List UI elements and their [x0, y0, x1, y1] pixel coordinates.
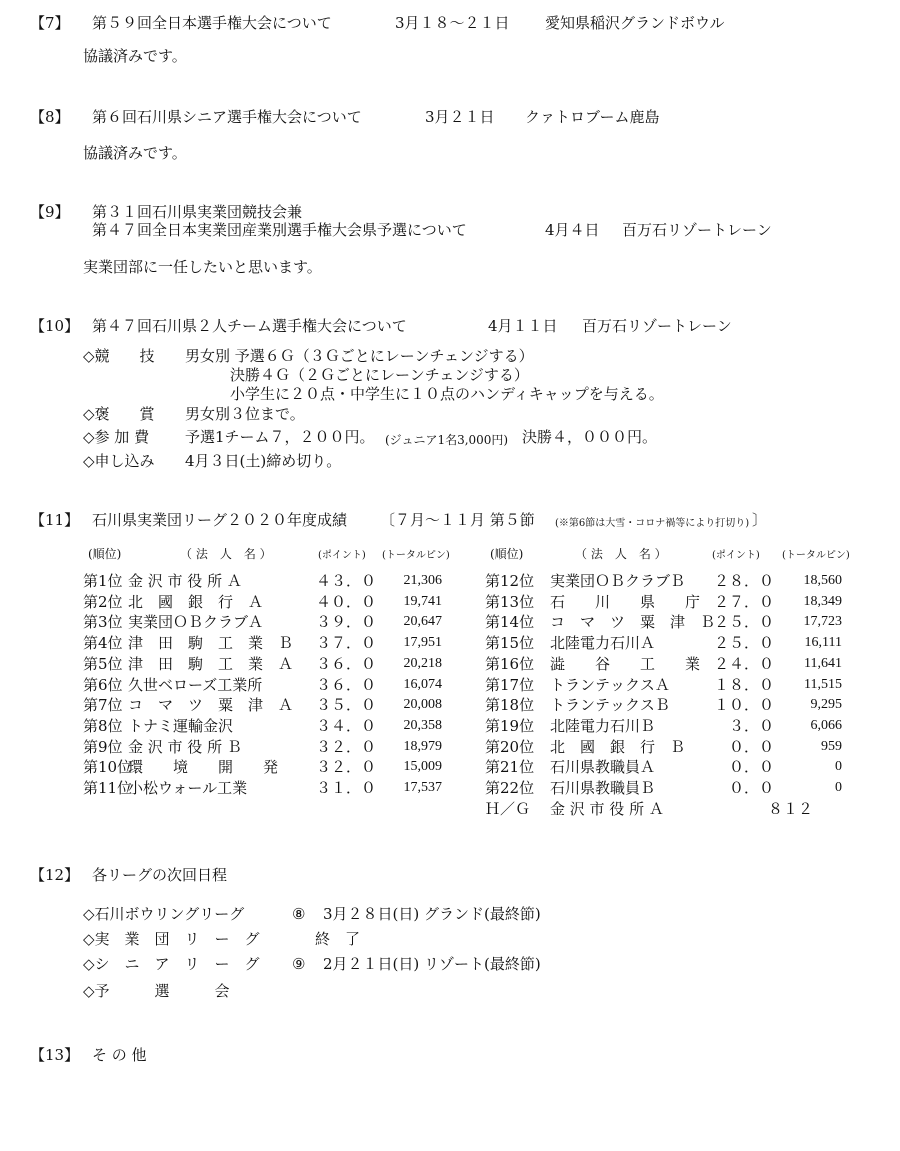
- standing-rank: 第10位: [83, 758, 133, 776]
- standing-points: ２５．０: [713, 613, 774, 631]
- standing-team: トランテックスＢ: [550, 696, 670, 714]
- standing-rank: 第16位: [485, 655, 535, 673]
- standing-rank: 第14位: [485, 613, 535, 631]
- standing-team: 北陸電力石川Ｂ: [550, 717, 656, 735]
- standing-pins: 20,647: [403, 614, 442, 629]
- standing-team: 北 國 銀 行 Ａ: [128, 593, 264, 611]
- schedule-mark-bowling-league: ⑧: [292, 905, 306, 923]
- standing-team: 北陸電力石川Ａ: [550, 634, 656, 652]
- item11-period: 〔７月～１１月 第５節: [380, 511, 535, 529]
- item11-number: 【11】: [30, 511, 80, 529]
- header-rank-right: (順位): [490, 547, 524, 561]
- standing-rank: 第18位: [485, 696, 535, 714]
- item7-venue: 愛知県稲沢グランドボウル: [545, 14, 725, 32]
- item12-title: 各リーグの次回日程: [92, 866, 228, 884]
- standing-points: ２８．０: [713, 572, 774, 590]
- item7-date: 3月１８～２１日: [395, 14, 510, 32]
- standing-points: ３５．０: [315, 696, 376, 714]
- item10-title: 第４７回石川県２人チーム選手権大会について: [92, 317, 407, 335]
- standing-points: ３７．０: [315, 634, 376, 652]
- schedule-detail-bowling-league: 3月２８日(日) グランド(最終節): [323, 905, 541, 923]
- schedule-row-bowling-league: ◇石川ボウリングリーグ: [83, 905, 245, 923]
- standing-team: 石 川 県 庁: [550, 593, 701, 611]
- rule-fee-junior: (ジュニア1名3,000円): [385, 433, 509, 447]
- item8-title: 第６回石川県シニア選手権大会について: [92, 108, 362, 126]
- standing-team: 金 沢 市 役 所 Ｂ: [128, 738, 242, 756]
- standing-team: 澁 谷 工 業: [550, 655, 701, 673]
- rule-competition-handicap: 小学生に２０点・中学生に１０点のハンディキャップを与える。: [230, 385, 664, 403]
- standing-rank: 第8位: [83, 717, 123, 735]
- schedule-mark-senior-league: ⑨: [292, 955, 306, 973]
- rule-fee-final: 決勝４，０００円。: [522, 428, 658, 446]
- standing-pins: 11,641: [804, 656, 842, 671]
- standing-points: ０．０: [728, 758, 774, 776]
- standing-rank: 第1位: [83, 572, 123, 590]
- standing-rank: 第4位: [83, 634, 123, 652]
- item7-title: 第５９回全日本選手権大会について: [92, 14, 332, 32]
- rule-deadline-label: ◇申し込み: [83, 452, 155, 470]
- standing-team: コ マ ツ 粟 津 Ｂ: [550, 613, 716, 631]
- standing-team: トランテックスＡ: [550, 676, 670, 694]
- item9-number: 【9】: [30, 203, 70, 221]
- rule-competition-label: ◇競 技: [83, 347, 155, 365]
- standing-points: ３６．０: [315, 655, 376, 673]
- standing-pins: 18,349: [803, 594, 842, 609]
- standing-rank: 第22位: [485, 779, 535, 797]
- standing-pins: 959: [821, 739, 842, 754]
- item9-title-line1: 第３１回石川県実業団競技会兼: [92, 203, 303, 221]
- standing-rank: 第3位: [83, 613, 123, 631]
- standing-rank: 第12位: [485, 572, 535, 590]
- standing-pins: 19,741: [403, 594, 442, 609]
- standing-rank: 第7位: [83, 696, 123, 714]
- standing-team: 小松ウォール工業: [128, 779, 248, 797]
- rule-deadline-text: 4月３日(土)締め切り。: [185, 452, 342, 470]
- header-pins-right: (トータルピン): [782, 550, 850, 561]
- standing-pins: 18,979: [403, 739, 442, 754]
- item7-note: 協議済みです。: [83, 47, 187, 65]
- standing-rank: 第19位: [485, 717, 535, 735]
- item11-period-close: 〕: [752, 511, 768, 529]
- rule-prize-text: 男女別３位まで。: [185, 405, 305, 423]
- standing-points: ３４．０: [315, 717, 376, 735]
- standing-rank: 第21位: [485, 758, 535, 776]
- item8-number: 【8】: [30, 108, 70, 126]
- item12-number: 【12】: [30, 866, 80, 884]
- item9-title-line2: 第４７回全日本実業団産業別選手権大会県予選について: [92, 221, 467, 239]
- standing-pins: 20,358: [403, 718, 442, 733]
- standing-pins: 18,560: [803, 573, 842, 588]
- standing-points: ３２．０: [315, 758, 376, 776]
- standing-rank: 第6位: [83, 676, 123, 694]
- standing-rank: 第20位: [485, 738, 535, 756]
- standing-rank: 第5位: [83, 655, 123, 673]
- standing-pins: 20,008: [403, 697, 442, 712]
- standing-points: ２７．０: [713, 593, 774, 611]
- standing-pins: 21,306: [403, 573, 442, 588]
- schedule-row-senior-league: ◇シ ニ ア リ ー グ: [83, 955, 260, 973]
- item11-period-note: (※第6節は大雪・コロナ禍等により打切り): [555, 518, 750, 529]
- schedule-detail-senior-league: 2月２１日(日) リゾート(最終節): [323, 955, 541, 973]
- standing-points: ３６．０: [315, 676, 376, 694]
- header-points-left: (ポイント): [318, 550, 366, 561]
- item8-venue: クァトロブーム鹿島: [525, 108, 660, 126]
- rule-competition-qualifier: 男女別 予選６Ｇ（３Ｇごとにレーンチェンジする）: [185, 347, 534, 365]
- hg-label: Ｈ／Ｇ: [485, 800, 531, 818]
- header-name-right: （ 法 人 名 ）: [575, 547, 667, 561]
- standing-points: ０．０: [728, 738, 774, 756]
- standing-team: 石川県教職員Ｂ: [550, 779, 656, 797]
- header-name-left: （ 法 人 名 ）: [180, 547, 272, 561]
- standing-team: 石川県教職員Ａ: [550, 758, 656, 776]
- standing-team: 北 國 銀 行 Ｂ: [550, 738, 686, 756]
- standing-pins: 15,009: [403, 759, 442, 774]
- item10-date: 4月１１日: [488, 317, 558, 335]
- header-points-right: (ポイント): [712, 550, 760, 561]
- rule-prize-label: ◇褒 賞: [83, 405, 155, 423]
- standing-pins: 9,295: [810, 697, 842, 712]
- item13-title: そ の 他: [92, 1046, 147, 1064]
- standing-pins: 17,951: [403, 635, 442, 650]
- schedule-detail-corporate-league: 終 了: [315, 930, 361, 948]
- standing-pins: 0: [835, 780, 842, 795]
- schedule-row-qualifier: ◇予 選 会: [83, 982, 230, 1000]
- standing-team: 環 境 開 発: [128, 758, 279, 776]
- standing-pins: 0: [835, 759, 842, 774]
- item7-number: 【7】: [30, 14, 70, 32]
- item11-title: 石川県実業団リーグ２０２０年度成績: [92, 511, 348, 529]
- standing-rank: 第2位: [83, 593, 123, 611]
- standing-team: トナミ運輸金沢: [128, 717, 234, 735]
- standing-points: ３９．０: [315, 613, 376, 631]
- header-pins-left: (トータルピン): [382, 550, 450, 561]
- standing-pins: 17,723: [803, 614, 842, 629]
- item10-venue: 百万石リゾートレーン: [582, 317, 732, 335]
- hg-score: ８１２: [768, 800, 814, 818]
- standing-rank: 第17位: [485, 676, 535, 694]
- rule-fee-text: 予選1チーム７，２００円。: [185, 428, 375, 446]
- standing-points: ３．０: [728, 717, 774, 735]
- standing-pins: 20,218: [403, 656, 442, 671]
- standing-team: 久世ベローズ工業所: [128, 676, 263, 694]
- item9-venue: 百万石リゾートレーン: [622, 221, 772, 239]
- schedule-row-corporate-league: ◇実 業 団 リ ー グ: [83, 930, 260, 948]
- standing-team: 実業団ＯＢクラブＢ: [550, 572, 686, 590]
- item13-number: 【13】: [30, 1046, 80, 1064]
- standing-team: コ マ ツ 粟 津 Ａ: [128, 696, 294, 714]
- item8-note: 協議済みです。: [83, 144, 187, 162]
- item9-date: 4月４日: [545, 221, 600, 239]
- standing-rank: 第11位: [83, 779, 133, 797]
- standing-points: ４０．０: [315, 593, 376, 611]
- rule-fee-label: ◇参 加 費: [83, 428, 150, 446]
- standing-points: ２４．０: [713, 655, 774, 673]
- rule-competition-final: 決勝４Ｇ（２Ｇごとにレーンチェンジする）: [230, 366, 529, 384]
- standing-rank: 第15位: [485, 634, 535, 652]
- standing-team: 津 田 駒 工 業 Ｂ: [128, 634, 294, 652]
- header-rank-left: (順位): [88, 547, 122, 561]
- standing-pins: 11,515: [804, 677, 842, 692]
- standing-rank: 第13位: [485, 593, 535, 611]
- hg-team: 金 沢 市 役 所 Ａ: [550, 800, 664, 818]
- standing-pins: 16,111: [804, 635, 842, 650]
- standing-team: 津 田 駒 工 業 Ａ: [128, 655, 294, 673]
- item10-number: 【10】: [30, 317, 80, 335]
- standing-team: 実業団ＯＢクラブＡ: [128, 613, 264, 631]
- standing-rank: 第9位: [83, 738, 123, 756]
- standing-pins: 6,066: [810, 718, 842, 733]
- standing-points: ０．０: [728, 779, 774, 797]
- standing-points: ４３．０: [315, 572, 376, 590]
- standing-team: 金 沢 市 役 所 Ａ: [128, 572, 242, 590]
- standing-pins: 17,537: [403, 780, 442, 795]
- standing-points: １８．０: [713, 676, 774, 694]
- item8-date: 3月２１日: [425, 108, 495, 126]
- standing-points: ３２．０: [315, 738, 376, 756]
- item9-note: 実業団部に一任したいと思います。: [83, 258, 322, 276]
- standing-pins: 16,074: [403, 677, 442, 692]
- standing-points: ３１．０: [315, 779, 376, 797]
- standing-points: ２５．０: [713, 634, 774, 652]
- standing-points: １０．０: [713, 696, 774, 714]
